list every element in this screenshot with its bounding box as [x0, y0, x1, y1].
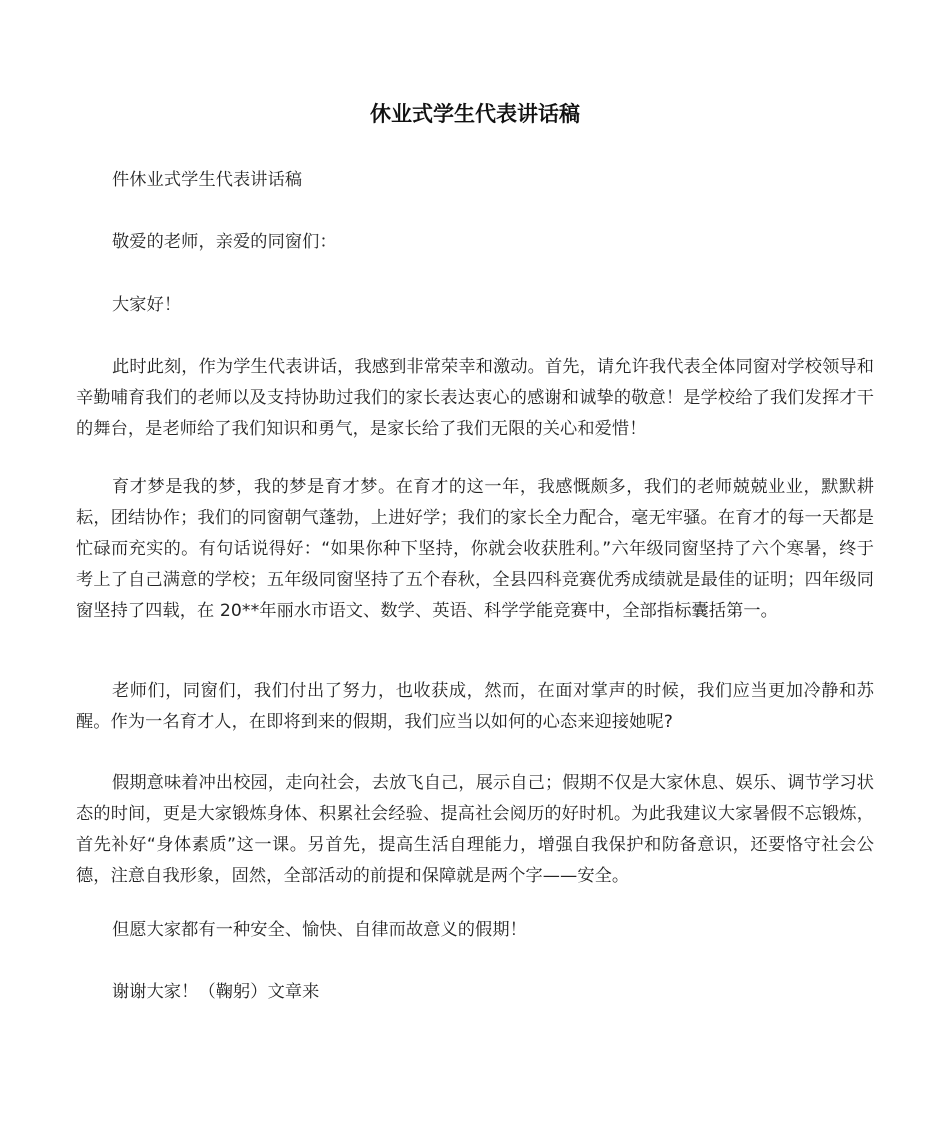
paragraph-wishes: 但愿大家都有一种安全、愉快、自律而故意义的假期！ — [112, 920, 527, 940]
paragraph-salutation: 敬爱的老师，亲爱的同窗们： — [112, 232, 337, 252]
document-title: 休业式学生代表讲话稿 — [370, 102, 580, 126]
paragraph-holiday-advice: 假期意味着冲出校园，走向社会，去放飞自己，展示自己；假期不仅是大家休息、娱乐、调节学习状态的时间，更是大家锻炼身体、积累社会经验、提高社会阅历的好时机。为此我建议大家暑假不忘锻炼，首先补好“身体素质”这一课。另首先，提高生活自理能力，增强自我保护和防备意识，还要恪守社会公德，注意自我形象，固然，全部活动的前提和保障就是两个字——安全。 — [76, 773, 874, 886]
paragraph-reflection: 老师们，同窗们，我们付出了努力，也收获成，然而，在面对掌声的时候，我们应当更加冷静和苏醒。作为一名育才人，在即将到来的假期，我们应当以如何的心态来迎接她呢? — [76, 681, 874, 732]
paragraph-thanks: 此时此刻，作为学生代表讲话，我感到非常荣幸和激动。首先，请允许我代表全体同窗对学校领导和辛勤哺育我们的老师以及支持协助过我们的家长表达衷心的感谢和诚挚的敬意！是学校给了我们发挥才干的舞台，是老师给了我们知识和勇气，是家长给了我们无限的关心和爱惜！ — [76, 357, 874, 439]
paragraph-subtitle: 件休业式学生代表讲话稿 — [112, 170, 303, 190]
paragraph-achievements: 育才梦是我的梦，我的梦是育才梦。在育才的这一年，我感慨颇多，我们的老师兢兢业业，默默耕耘，团结协作；我们的同窗朝气蓬勃，上进好学；我们的家长全力配合，毫无牢骚。在育才的每一天都是忙碌而充实的。有句话说得好：“如果你种下坚持，你就会收获胜利。”六年级同窗坚持了六个寒暑，终于考上了自己满意的学校；五年级同窗坚持了五个春秋，全县四科竞赛优秀成绩就是最佳的证明；四年级同窗坚持了四载，在 20**年丽水市语文、数学、英语、科学学能竞赛中，全部指标囊括第一。 — [76, 477, 874, 621]
paragraph-greeting: 大家好！ — [112, 295, 182, 315]
paragraph-closing: 谢谢大家！（鞠躬）文章来 — [112, 982, 320, 1002]
